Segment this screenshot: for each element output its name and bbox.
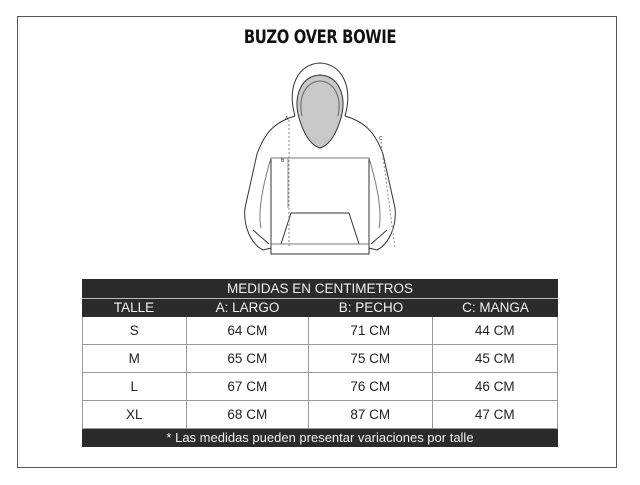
cell-largo: 65 CM <box>187 345 309 372</box>
table-row <box>83 401 557 429</box>
header-talle: TALLE <box>113 300 155 315</box>
cell-size: M <box>83 345 187 372</box>
cell-manga: 47 CM <box>474 407 515 422</box>
table-row <box>83 345 557 373</box>
hoodie-diagram <box>235 58 405 258</box>
header-largo: A: LARGO <box>215 300 280 315</box>
label-b: B <box>281 158 285 164</box>
cell-pecho: 75 CM <box>309 345 432 372</box>
size-table <box>82 279 558 447</box>
cell-pecho: 71 CM <box>309 317 432 344</box>
cell-size: L <box>83 373 187 400</box>
table-body <box>82 317 558 429</box>
label-a: A <box>285 116 289 122</box>
cell-largo: 68 CM <box>187 401 309 428</box>
label-c: C <box>379 136 383 142</box>
table-row <box>83 317 557 345</box>
kangaroo-pocket <box>281 213 359 244</box>
cell-size: XL <box>83 401 187 428</box>
table-footnote: * Las medidas pueden presentar variaciones por talle <box>82 429 558 447</box>
cell-pecho: 87 CM <box>309 401 432 428</box>
table-row <box>83 373 557 401</box>
hood-opening <box>297 75 343 148</box>
cell-largo: 67 CM <box>187 373 309 400</box>
table-header <box>82 298 558 317</box>
cell-manga: 44 CM <box>474 323 515 338</box>
product-title: BUZO OVER BOWIE <box>243 26 397 48</box>
header-manga: C: MANGA <box>462 300 529 315</box>
cell-manga: 46 CM <box>474 379 515 394</box>
cell-pecho: 76 CM <box>309 373 432 400</box>
header-pecho: B: PECHO <box>338 300 404 315</box>
cell-manga: 45 CM <box>474 351 515 366</box>
cell-largo: 64 CM <box>187 317 309 344</box>
table-caption: MEDIDAS EN CENTIMETROS <box>82 279 558 298</box>
cell-size: S <box>83 317 187 344</box>
